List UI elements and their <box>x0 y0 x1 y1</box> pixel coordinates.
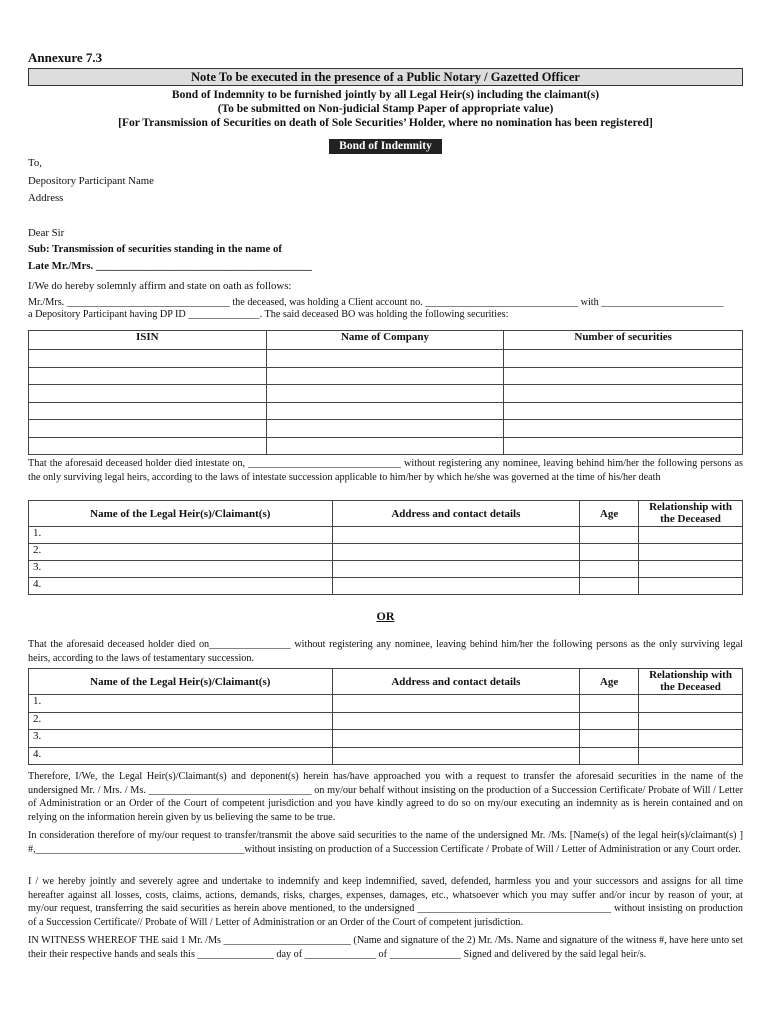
dp-id-line: a Depository Participant having DP ID ______________. The said deceased BO was holding the following securities: <box>28 309 509 320</box>
table-cell[interactable]: 1. <box>29 695 333 713</box>
securities-count-header: Number of securities <box>504 331 743 350</box>
table-cell[interactable] <box>332 712 580 730</box>
table-cell[interactable] <box>580 747 639 765</box>
table-cell[interactable] <box>332 695 580 713</box>
table-cell[interactable] <box>332 747 580 765</box>
relationship-header: Relationship with the Deceased <box>639 669 743 695</box>
indemnify-paragraph: I / we hereby jointly and severely agree and undertake to indemnify and keep indemnified, saved, defended, harmless you and your successors and assigns for all time hereafter against all losses, costs, claims, actions, demands, risks, charges, expenses, damages, etc., whatsoever which you may suffer and/or incur by reason of your, at my/our request, transferring the said securities as herein above mentioned, to the undersigned ______________________________________ without insisting on production of a Succession Certificate// Probate of Will / Letter of Administration or an Order of the Court of competent jurisdiction. <box>28 876 743 928</box>
table-cell[interactable] <box>504 420 743 438</box>
table-cell[interactable] <box>266 350 504 368</box>
table-cell[interactable]: 2. <box>29 544 333 561</box>
table-cell[interactable] <box>504 367 743 385</box>
table-cell[interactable] <box>266 437 504 455</box>
dp-name-line: Depository Participant Name <box>28 175 154 187</box>
table-cell[interactable]: 1. <box>29 527 333 544</box>
table-cell[interactable] <box>504 402 743 420</box>
salutation: Dear Sir <box>28 227 65 239</box>
table-cell[interactable] <box>266 367 504 385</box>
table-cell[interactable] <box>639 712 743 730</box>
witness-paragraph: IN WITNESS WHEREOF THE said 1 Mr. /Ms _________________________ (Name and signature of the 2) Mr. /Ms. Name and signature of the witness #, have here unto set their their respective hands and seals this _______________ day of ______________ of ______________ Signed and delivered by the said legal heir/s. <box>28 935 744 960</box>
address-header: Address and contact details <box>332 669 580 695</box>
subtitle-stamp-paper: (To be submitted on Non-judicial Stamp Paper of appropriate value) <box>217 103 554 115</box>
table-cell[interactable] <box>580 730 639 748</box>
table-cell[interactable]: 3. <box>29 561 333 578</box>
table-cell[interactable] <box>639 747 743 765</box>
table-cell[interactable] <box>639 527 743 544</box>
table-cell[interactable] <box>332 544 580 561</box>
legal-heirs-table-intestate <box>28 500 743 595</box>
table-cell[interactable] <box>639 561 743 578</box>
table-cell[interactable] <box>580 578 639 595</box>
to-line: To, <box>28 157 42 169</box>
table-row <box>29 544 743 561</box>
age-header: Age <box>580 501 639 527</box>
table-cell[interactable] <box>580 712 639 730</box>
table-cell[interactable] <box>29 350 267 368</box>
table-row <box>29 578 743 595</box>
table-cell[interactable] <box>266 420 504 438</box>
table-cell[interactable] <box>332 578 580 595</box>
table-cell[interactable] <box>639 544 743 561</box>
table-cell[interactable] <box>266 402 504 420</box>
testamentary-paragraph: That the aforesaid deceased holder died on________________ without registering any nominee, leaving behind him/her the following persons as the only surviving legal heirs, according to the laws of testamentary succession. <box>28 639 743 664</box>
table-cell[interactable] <box>29 437 267 455</box>
table-cell[interactable] <box>29 367 267 385</box>
company-header: Name of Company <box>266 331 504 350</box>
annexure-heading: Annexure 7.3 <box>28 50 103 65</box>
subject-line: Sub: Transmission of securities standing in the name of <box>28 243 282 255</box>
notary-note-box: Note To be executed in the presence of a Public Notary / Gazetted Officer <box>28 68 743 86</box>
or-separator: OR <box>376 609 395 623</box>
table-cell[interactable] <box>29 402 267 420</box>
table-cell[interactable] <box>580 544 639 561</box>
subtitle-bond: Bond of Indemnity to be furnished jointly by all Legal Heir(s) including the claimant(s) <box>171 89 600 101</box>
table-row <box>29 561 743 578</box>
table-row <box>29 695 743 713</box>
consideration-paragraph: In consideration therefore of my/our request to transfer/transmit the above said securities to the name of the undersigned Mr. /Ms. [Name(s) of the legal heir(s)/claimant(s) ] #,_________________________________________without insisting on production of a Succession Certificate / Probate of Will / Letter of Administration or any Court order. <box>28 830 743 855</box>
table-cell[interactable] <box>580 561 639 578</box>
table-row <box>29 437 743 455</box>
table-cell[interactable] <box>29 385 267 403</box>
table-cell[interactable]: 4. <box>29 747 333 765</box>
table-cell[interactable] <box>332 561 580 578</box>
intestate-paragraph: That the aforesaid deceased holder died intestate on, ______________________________ without registering any nominee, leaving behind him/her the following persons as the only surviving legal heirs, according to the laws of intestate succession applicable to him/her by which he/she was governed at the time of his/her death <box>28 458 743 483</box>
affirm-line: I/We do hereby solemnly affirm and state on oath as follows: <box>28 280 292 292</box>
relationship-header: Relationship with the Deceased <box>639 501 743 527</box>
subtitle-transmission: [For Transmission of Securities on death of Sole Securities’ Holder, where no nomination has been registered] <box>118 117 653 129</box>
table-cell[interactable] <box>504 350 743 368</box>
table-cell[interactable] <box>639 695 743 713</box>
table-row <box>29 420 743 438</box>
table-cell[interactable] <box>29 420 267 438</box>
address-line: Address <box>28 192 64 204</box>
late-name-line: Late Mr./Mrs. ________________________________________ <box>28 260 312 272</box>
table-row <box>29 350 743 368</box>
age-header: Age <box>580 669 639 695</box>
securities-table <box>28 330 743 455</box>
table-cell[interactable] <box>504 385 743 403</box>
legal-heirs-table-testamentary <box>28 668 743 765</box>
table-cell[interactable] <box>332 730 580 748</box>
table-row <box>29 402 743 420</box>
table-cell[interactable]: 2. <box>29 712 333 730</box>
isin-header: ISIN <box>29 331 267 350</box>
table-cell[interactable] <box>332 527 580 544</box>
table-row <box>29 527 743 544</box>
table-cell[interactable] <box>580 695 639 713</box>
table-cell[interactable]: 3. <box>29 730 333 748</box>
table-cell[interactable]: 4. <box>29 578 333 595</box>
table-row <box>29 385 743 403</box>
heir-name-header: Name of the Legal Heir(s)/Claimant(s) <box>29 669 333 695</box>
bond-of-indemnity-label: Bond of Indemnity <box>329 139 442 154</box>
table-row <box>29 747 743 765</box>
table-cell[interactable] <box>266 385 504 403</box>
table-cell[interactable] <box>504 437 743 455</box>
table-cell[interactable] <box>580 527 639 544</box>
therefore-paragraph: Therefore, I/We, the Legal Heir(s)/Claimant(s) and deponent(s) herein has/have approached you with a request to transfer the aforesaid securities in the name of the undersigned Mr. / Mrs. / Ms. ________________________________ on my/our behalf without insisting on the production of a Succession Certificate/ Probate of Will / Letter of Administration or an Order of the Court of competent jurisdiction and you have kindly agreed to do so on my/our executing an indemnity as is herein contained and on relying on the information herein given by us believing the same to be true. <box>28 771 743 823</box>
table-cell[interactable] <box>639 578 743 595</box>
heir-name-header: Name of the Legal Heir(s)/Claimant(s) <box>29 501 333 527</box>
table-row <box>29 367 743 385</box>
client-account-line: Mr./Mrs. ________________________________ the deceased, was holding a Client account no. ______________________________ with ________________________ <box>28 297 724 308</box>
table-cell[interactable] <box>639 730 743 748</box>
table-row <box>29 712 743 730</box>
address-header: Address and contact details <box>332 501 580 527</box>
table-row <box>29 730 743 748</box>
